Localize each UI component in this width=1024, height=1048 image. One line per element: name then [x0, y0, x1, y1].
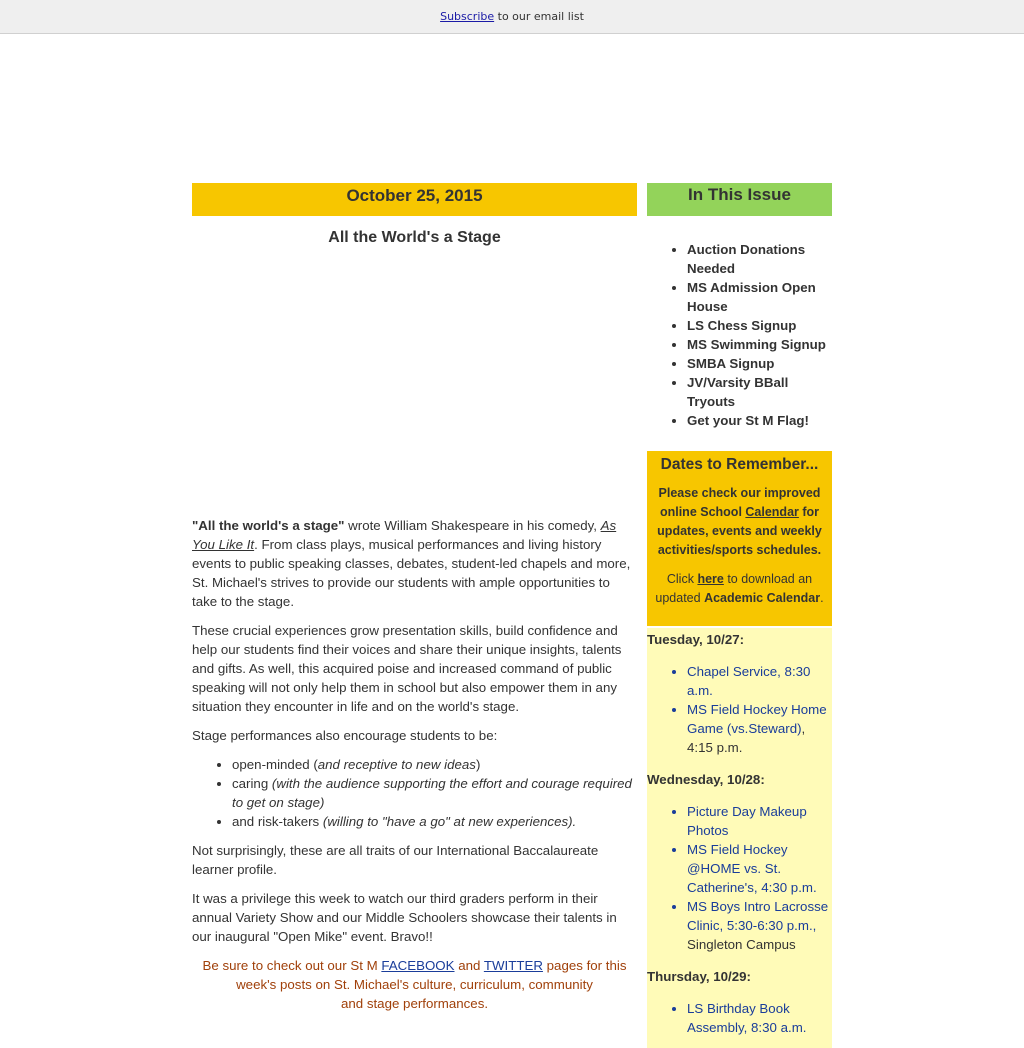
- event-link[interactable]: • MS Boys Intro Lacrosse Clinic, 5:30-6:30 p.m., Singleton Campus: [687, 897, 832, 954]
- paragraph: These crucial experiences grow presentation skills, build confidence and help our students find their voices and share their unique insights, talents and gifts. As well, this acquired poise and increased command of public speaking will not only help them in school but also empower them in any situation they encounter in life and on the world's stage.: [192, 623, 622, 714]
- day-heading: Thursday, 10/29:: [647, 969, 751, 984]
- day-heading: Wednesday, 10/28:: [647, 772, 765, 787]
- list-item: • caring (with the audience supporting the effort and courage required to get on stage): [232, 774, 637, 812]
- paragraph: Not surprisingly, these are all traits of our International Baccalaureate learner profile.: [192, 843, 599, 877]
- article-title: All the World's a Stage: [328, 229, 501, 246]
- event-link[interactable]: • Chapel Service, 8:30 a.m.: [687, 662, 832, 700]
- dates-to-remember: Dates to Remember... Please check our improved online School Calendar for updates, events and weekly activities/sports schedules. Click here to download an updated Academic Calendar.: [647, 451, 832, 626]
- text: . From class plays, musical performances and living history events to public speaking classes, debates, student-led chapels and more, St. Michael's strives to provide our students with ample opportunities to take to the stage.: [192, 537, 631, 609]
- social-promo: Be sure to check out our St M FACEBOOK and TWITTER pages for this week's posts on St. Michael's culture, curriculum, community and stage performances.: [202, 958, 627, 1011]
- event-link[interactable]: • LS Birthday Book Assembly, 8:30 a.m.: [687, 999, 832, 1037]
- calendar-link[interactable]: Calendar: [745, 505, 799, 519]
- book-link[interactable]: As You Like It: [192, 518, 617, 552]
- list-item: • open-minded (and receptive to new ideas): [232, 755, 637, 774]
- subscribe-text: to our email list: [494, 10, 584, 23]
- day-heading: Tuesday, 10/27:: [647, 632, 745, 647]
- paragraph: Stage performances also encourage students to be:: [192, 728, 498, 743]
- dates-heading: Dates to Remember...: [660, 456, 819, 473]
- trait-list: [192, 755, 637, 831]
- weekly-calendar: [647, 628, 832, 1048]
- issue-item: • LS Chess Signup: [687, 316, 832, 335]
- event-link[interactable]: • MS Field Hockey @HOME vs. St. Catherine's, 4:30 p.m.: [687, 840, 832, 897]
- issue-date: October 25, 2015: [192, 183, 637, 216]
- article-body: [192, 516, 637, 1023]
- list-item: • and risk-takers (willing to "have a go" at new experiences).: [232, 812, 637, 831]
- quote: "All the world's a stage": [192, 518, 345, 533]
- issue-item: • MS Admission Open House: [687, 278, 832, 316]
- facebook-link[interactable]: FACEBOOK: [381, 958, 455, 973]
- issue-item: • JV/Varsity BBall Tryouts: [687, 373, 832, 411]
- sidebar: [647, 183, 832, 1035]
- twitter-link[interactable]: TWITTER: [483, 958, 543, 973]
- issue-item: • MS Swimming Signup: [687, 335, 832, 354]
- subscribe-link[interactable]: Subscribe: [440, 10, 495, 23]
- issue-item: • Auction Donations Needed: [687, 240, 832, 278]
- event-link[interactable]: • MS Field Hockey Home Game (vs.Steward), 4:15 p.m.: [687, 700, 832, 757]
- issue-item: • Get your St M Flag!: [687, 411, 832, 430]
- issue-item: • SMBA Signup: [687, 354, 832, 373]
- in-this-issue-heading: In This Issue: [647, 183, 832, 216]
- event-link[interactable]: • Picture Day Makeup Photos: [687, 802, 832, 840]
- main-column: [192, 183, 637, 1011]
- paragraph: [192, 516, 637, 611]
- subscribe-bar: [0, 0, 1024, 34]
- issue-list: [647, 240, 832, 430]
- paragraph: It was a privilege this week to watch our third graders perform in their annual Variety Show and our Middle Schoolers showcase their talents in our inaugural "Open Mike" event. Bravo!!: [192, 891, 617, 944]
- here-link[interactable]: here: [697, 572, 724, 586]
- text: wrote William Shakespeare in his comedy,: [344, 518, 601, 533]
